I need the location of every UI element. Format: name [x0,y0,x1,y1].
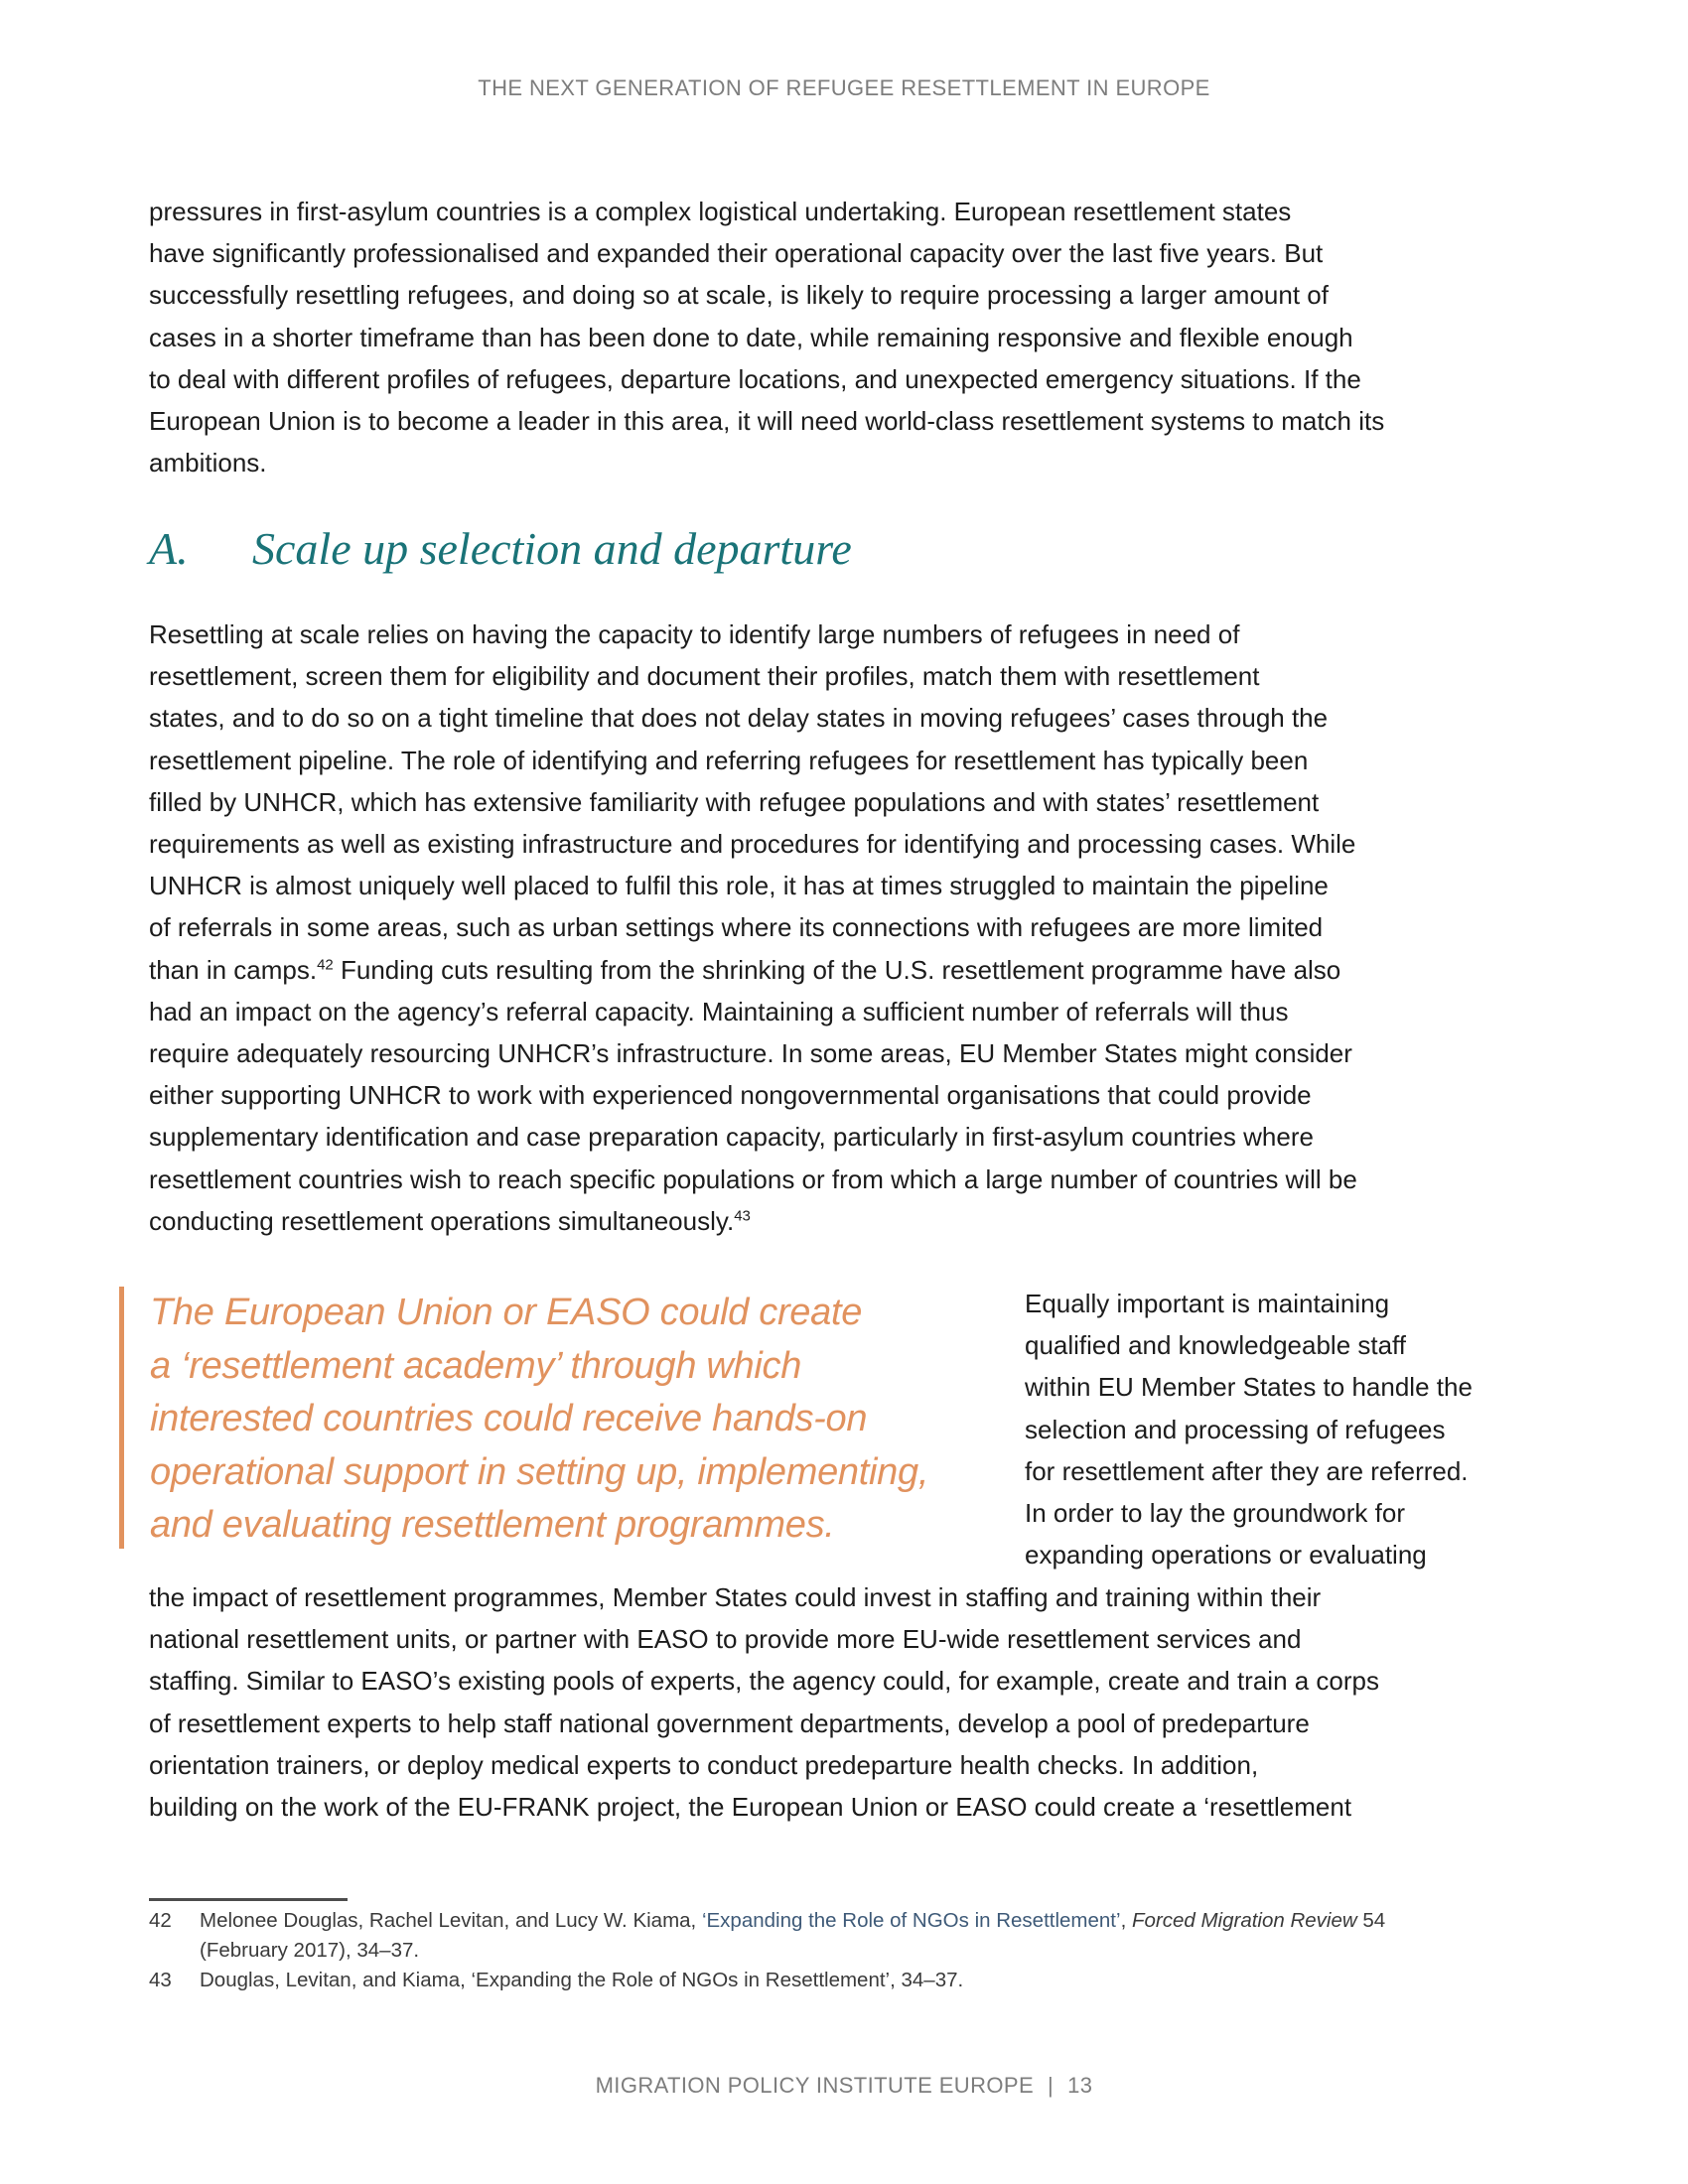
main-line: states, and to do so on a tight timeline that does not delay states in moving refugees’ cases through the [149,703,1329,734]
main-paragraph [149,614,1539,1242]
main-line-text: than in camps. [149,954,318,985]
main-line: Resettling at scale relies on having the capacity to identify large numbers of refugees in need of [149,619,1240,649]
side-line: expanding operations or evaluating [1025,1540,1427,1570]
footnote-number: 43 [149,1969,172,1991]
footer-publisher: MIGRATION POLICY INSTITUTE EUROPE [595,2073,1035,2098]
pull-quote-line: and evaluating resettlement programmes. [150,1504,835,1546]
intro-paragraph [149,191,1539,483]
footnote-43 [149,1966,1539,1995]
section-title: Scale up selection and departure [252,523,852,574]
footer-separator: | [1048,2073,1055,2098]
pull-quote-line: The European Union or EASO could create [150,1292,863,1333]
side-line: Equally important is maintaining [1025,1289,1390,1318]
intro-line: ambitions. [149,448,267,478]
side-column-paragraph [1025,1283,1541,1575]
side-line: selection and processing of refugees [1025,1414,1446,1444]
footnote-42 [149,1906,1539,1966]
intro-line: European Union is to become a leader in this area, it will need world-class resettlement systems to match its [149,406,1385,437]
continue-line: staffing. Similar to EASO’s existing pools of experts, the agency could, for example, create and train a corps [149,1666,1380,1697]
main-line [149,1200,1539,1242]
page-number: 13 [1067,2073,1093,2098]
intro-line: cases in a shorter timeframe than has been done to date, while remaining responsive and flexible enough [149,322,1353,352]
footnote-divider [149,1898,348,1901]
running-header: THE NEXT GENERATION OF REFUGEE RESETTLEMENT IN EUROPE [478,75,1210,100]
footnote-authors: Melonee Douglas, Rachel Levitan, and Lucy W. Kiama, [200,1909,702,1932]
intro-line: successfully resettling refugees, and doing so at scale, is likely to require processing a larger amount of [149,280,1329,311]
intro-line: pressures in first-asylum countries is a complex logistical undertaking. European resettlement states [149,197,1292,226]
continue-line: orientation trainers, or deploy medical experts to conduct predeparture health checks. In addition, [149,1749,1259,1780]
intro-line: have significantly professionalised and expanded their operational capacity over the last five years. But [149,238,1324,269]
footnote-line: Douglas, Levitan, and Kiama, ‘Expanding the Role of NGOs in Resettlement’, 34–37. [200,1969,964,1991]
continue-line: building on the work of the EU-FRANK project, the European Union or EASO could create a ‘resettlement [149,1792,1352,1823]
continue-line: national resettlement units, or partner with EASO to provide more EU-wide resettlement services and [149,1624,1302,1655]
main-line: require adequately resourcing UNHCR’s infrastructure. In some areas, EU Member States might consider [149,1038,1352,1069]
pull-quote-line: interested countries could receive hands-on [150,1398,868,1439]
pull-quote-line: a ‘resettlement academy’ through which [150,1344,802,1387]
main-line: resettlement, screen them for eligibility and document their profiles, match them with resettlement [149,661,1260,692]
side-line: qualified and knowledgeable staff [1025,1330,1407,1361]
footnote-punct: , [1120,1909,1132,1932]
main-line: of referrals in some areas, such as urban settings where its connections with refugees are more limited [149,912,1324,943]
main-line: resettlement countries wish to reach specific populations or from which a large number of countries will be [149,1163,1357,1194]
pull-quote-line: operational support in setting up, implementing, [150,1450,929,1493]
footnote-line: (February 2017), 34–37. [200,1939,420,1962]
footnote-ref-42[interactable]: 42 [317,955,334,973]
footnotes [149,1906,1539,1995]
footnote-body [200,1906,1385,1966]
footnote-number: 42 [149,1909,172,1932]
section-letter: A. [149,523,189,574]
footnote-link[interactable]: ‘Expanding the Role of NGOs in Resettlement’ [701,1909,1121,1932]
main-line: supplementary identification and case preparation capacity, particularly in first-asylum countries where [149,1122,1314,1153]
section-heading [149,522,852,575]
main-line-text: Funding cuts resulting from the shrinking of the U.S. resettlement programme have also [333,954,1341,985]
main-line-text: conducting resettlement operations simultaneously. [149,1205,735,1236]
main-line: filled by UNHCR, which has extensive familiarity with refugee populations and with states’ resettlement [149,786,1320,817]
main-line: had an impact on the agency’s referral capacity. Maintaining a sufficient number of referrals will thus [149,996,1289,1026]
page-footer [0,2073,1688,2099]
pull-quote [119,1287,1013,1549]
side-line: within EU Member States to handle the [1025,1372,1473,1403]
main-line [149,949,1539,991]
side-line: In order to lay the groundwork for [1025,1498,1405,1529]
footnote-body [200,1966,963,1995]
continue-line: of resettlement experts to help staff national government departments, develop a pool of predeparture [149,1707,1310,1738]
main-line: resettlement pipeline. The role of identifying and referring refugees for resettlement has typically been [149,745,1309,775]
footnote-line [200,1906,1385,1936]
side-line: for resettlement after they are referred. [1025,1455,1469,1486]
main-line: UNHCR is almost uniquely well placed to fulfil this role, it has at times struggled to maintain the pipeline [149,871,1329,901]
footnote-volume: 54 [1356,1909,1386,1932]
continuation-paragraph [149,1576,1539,1828]
main-line: requirements as well as existing infrastructure and procedures for identifying and processing cases. While [149,829,1356,860]
intro-line: to deal with different profiles of refugees, departure locations, and unexpected emergency situations. If the [149,363,1361,394]
footnote-journal: Forced Migration Review [1131,1909,1357,1932]
main-line: either supporting UNHCR to work with experienced nongovernmental organisations that could provide [149,1080,1312,1111]
footnote-ref-43[interactable]: 43 [734,1207,751,1225]
continue-line: the impact of resettlement programmes, Member States could invest in staffing and training within their [149,1582,1322,1612]
